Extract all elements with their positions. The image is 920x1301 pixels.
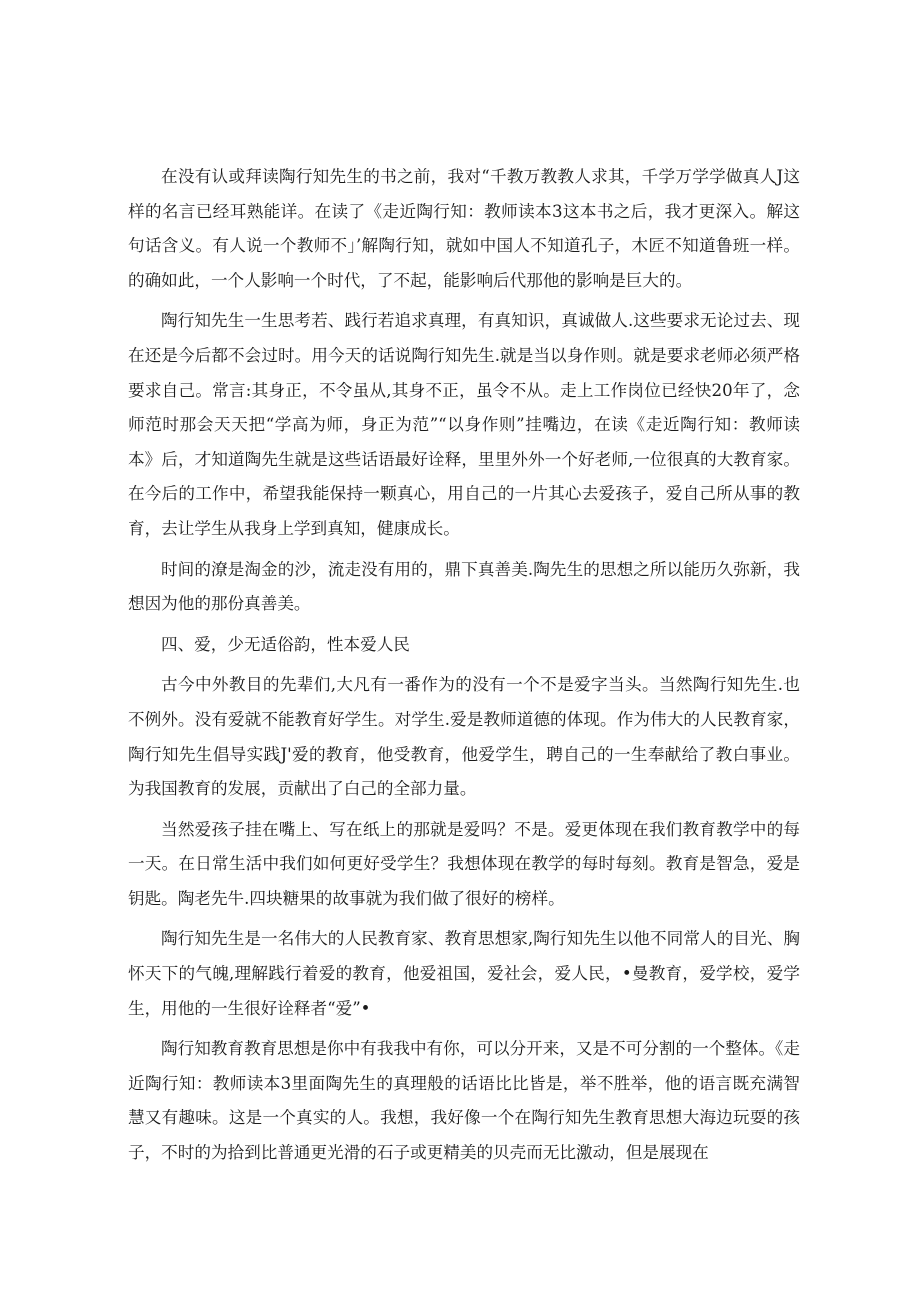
paragraph-2: 陶行知先生一生思考若、践行若追求真理，有真知识，真诚做人.这些要求无论过去、现在还是今后都不会过时。用今天的话说陶行知先生.就是当以身作则。就是要求老师必须严格要求自己。常言:其身正，不令虽从,其身不正，虽令不从。走上工作岗位已经快20年了，念师范时那会天天把“学高为师，身正为范”“以身作则”挂嘴边，在读《走近陶行知：教师读本》后，才知道陶先生就是这些话语最好诠释，里里外外一个好老师,一位很真的大教育家。在今后的工作中，希望我能保持一颗真心，用自己的一片其心去爱孩子，爱自己所从事的教育，去让学生从我身上学到真知，健康成长。 xyxy=(128,311,800,538)
document-body xyxy=(128,160,800,1171)
paragraph-4: 古今中外教目的先辈们,大凡有一番作为的没有一个不是爱字当头。当然陶行知先生.也不例外。没有爱就不能教育好学生。对学生.爱是教师道德的体现。作为伟大的人民教育家，陶行知先生倡导实践J'爱的教育，他受教育，他爱学生，聘自己的一生奉献给了教白事业。为我国教育的发展，贡献出了白己的全部力量。 xyxy=(128,675,800,799)
section-heading: 四、爱，少无适俗韵，性本爱人民 xyxy=(161,634,410,654)
paragraph-6: 陶行知先生是一名伟大的人民教育家、教育思想家,陶行知先生以他不同常人的目光、胸怀天下的气魄,理解践行着爱的教育，他爱祖国，爱社会，爱人民，•曼教育，爱学校，爱学生，用他的一生很好诠释者“爱”• xyxy=(128,929,800,1018)
paragraph-3: 时间的潦是淘金的沙，流走没有用的，鼎下真善美.陶先生的思想之所以能历久弥新，我想因为他的那份真善美。 xyxy=(128,559,800,614)
paragraph-5: 当然爱孩子挂在嘴上、写在纸上的那就是爱吗？不是。爱更体现在我们教育教学中的每一天。在日常生活中我们如何更好受学生？我想体现在教学的每时每刻。教育是智急，爱是钥匙。陶老先牛.四块糖果的故事就为我们做了很好的榜样。 xyxy=(128,819,800,908)
paragraph-1: 在没有认或拜读陶行知先生的书之前，我对“千教万教教人求其，千学万学学做真人J这样的名言已经耳熟能详。在读了《走近陶行知：教师读本3这本书之后，我才更深入。解这句话含义。有人说一个教师不｣’解陶行知，就如中国人不知道孔子，木匠不知道鲁班一样。的确如此，一个人影响一个时代，了不起，能影响后代那他的影响是巨大的。 xyxy=(128,167,800,290)
paragraph-7: 陶行知教育教育思想是你中有我我中有你，可以分开来，又是不可分割的一个整体。《走近陶行知：教师读本3里面陶先生的真理般的话语比比皆是，举不胜举，他的语言既充满智慧又有趣味。这是一个真实的人。我想，我好像一个在陶行知先生教育思想大海边玩耍的孩子，不时的为拾到比普通更光滑的石子或更精美的贝壳而无比激动，但是展现在 xyxy=(128,1039,800,1163)
